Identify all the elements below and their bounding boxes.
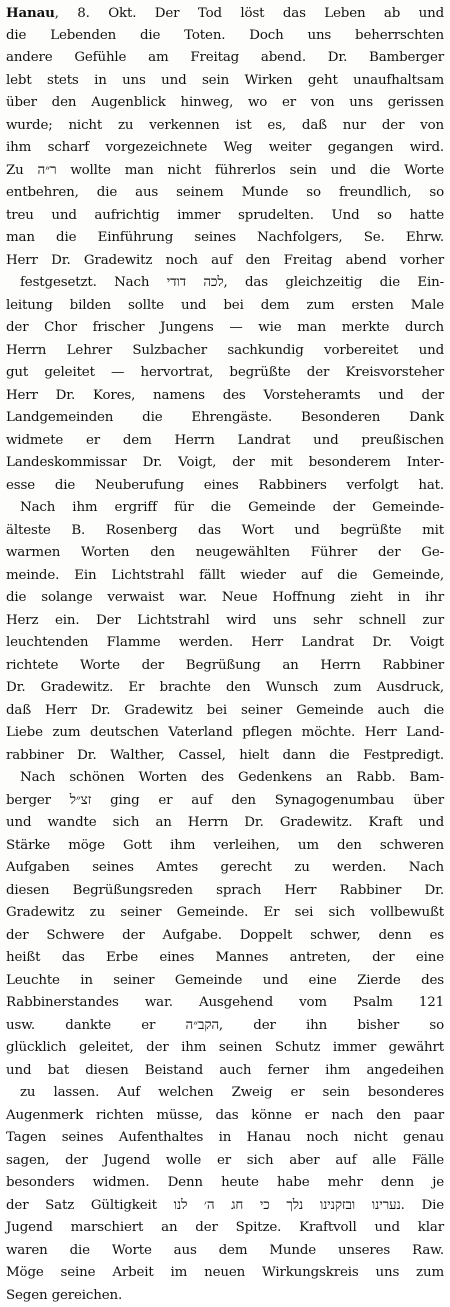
article-line: widmete er dem Herrn Landrat und preußischen xyxy=(6,430,444,453)
article-line: ihm scharf vorgezeichnete Weg weiter gegangen wird. xyxy=(6,137,444,160)
article-line: treu und aufrichtig immer sprudelten. Und so hatte xyxy=(6,205,444,228)
article-line: andere Gefühle am Freitag abend. Dr. Bamberger xyxy=(6,47,444,70)
article-line: festgesetzt. Nach לכה דודי, das gleichzeitig die Ein- xyxy=(6,272,444,295)
article-line: leuchtenden Flamme werden. Herr Landrat Dr. Voigt xyxy=(6,632,444,655)
article-line: älteste B. Rosenberg das Wort und begrüßte mit xyxy=(6,520,444,543)
article-line: Zu ר״ה wollte man nicht führerlos sein und die Worte xyxy=(6,160,444,183)
article-line: warmen Worten den neugewählten Führer der Ge- xyxy=(6,542,444,565)
article-line: Rabbinerstandes war. Ausgehend vom Psalm 121 xyxy=(6,992,444,1015)
article-line: die Lebenden die Toten. Doch uns beherrschten xyxy=(6,25,444,48)
article-line: Landeskommissar Dr. Voigt, der mit besonderem Inter- xyxy=(6,452,444,475)
article-line: Nach schönen Worten des Gedenkens an Rabb. Bam- xyxy=(6,767,444,790)
article-line: berger זצ״ל ging er auf den Synagogenumbau über xyxy=(6,790,444,813)
article-line: Stärke möge Gott ihm verleihen, um den schweren xyxy=(6,835,444,858)
article-line: glücklich geleitet, der ihm seinen Schutz immer gewährt xyxy=(6,1037,444,1060)
article-line: waren die Worte aus dem Munde unseres Raw. xyxy=(6,1240,444,1263)
article-line: gut geleitet — hervortrat, begrüßte der Kreisvorsteher xyxy=(6,362,444,385)
article-line: Augenmerk richten müsse, das könne er nach den paar xyxy=(6,1105,444,1128)
article-line: besonders widmen. Denn heute habe mehr denn je xyxy=(6,1172,444,1195)
article-line: die solange verwaist war. Neue Hoffnung zieht in ihr xyxy=(6,587,444,610)
article-line: man die Einführung seines Nachfolgers, Se. Ehrw. xyxy=(6,227,444,250)
article-line: Segen gereichen. xyxy=(6,1285,444,1307)
article-line: Herr Dr. Gradewitz noch auf den Freitag abend vorher xyxy=(6,250,444,273)
article-line: richtete Worte der Begrüßung an Herrn Rabbiner xyxy=(6,655,444,678)
article-line: heißt das Erbe eines Mannes antreten, der eine xyxy=(6,947,444,970)
article-line: der Schwere der Aufgabe. Doppelt schwer, denn es xyxy=(6,925,444,948)
article-line: der Chor frischer Jungens — wie man merkte durch xyxy=(6,317,444,340)
article-line: Gradewitz zu seiner Gemeinde. Er sei sich vollbewußt xyxy=(6,902,444,925)
article-line: über den Augenblick hinweg, wo er von uns gerissen xyxy=(6,92,444,115)
article-line: sagen, der Jugend wolle er sich aber auf alle Fälle xyxy=(6,1150,444,1173)
article-line: wurde; nicht zu verkennen ist es, daß nur der von xyxy=(6,115,444,138)
article-line: Herr Dr. Kores, namens des Vorsteheramts und der xyxy=(6,385,444,408)
article-line: Dr. Gradewitz. Er brachte den Wunsch zum Ausdruck, xyxy=(6,677,444,700)
article-line: Aufgaben seines Amtes gerecht zu werden. Nach xyxy=(6,857,444,880)
article-line: meinde. Ein Lichtstrahl fällt wieder auf die Gemeinde, xyxy=(6,565,444,588)
article-line: Leuchte in seiner Gemeinde und eine Zierde des xyxy=(6,970,444,993)
article-line: Liebe zum deutschen Vaterland pflegen möchte. Herr Land- xyxy=(6,722,444,745)
article-line: der Satz Gültigkeit נערינו ובזקנינו נלך כי חג ה׳ לנו. Die xyxy=(6,1195,444,1218)
article-line: zu lassen. Auf welchen Zweig er sein besonderes xyxy=(6,1082,444,1105)
article-line: Landgemeinden die Ehrengäste. Besonderen Dank xyxy=(6,407,444,430)
article-line: usw. dankte er הקב״ה, der ihn bisher so xyxy=(6,1015,444,1038)
news-article-column xyxy=(6,2,444,1307)
article-line: leitung bilden sollte und bei dem zum ersten Male xyxy=(6,295,444,318)
article-line: Möge seine Arbeit im neuen Wirkungskreis uns zum xyxy=(6,1262,444,1285)
article-line: Jugend marschiert an der Spitze. Kraftvoll und klar xyxy=(6,1217,444,1240)
article-line: diesen Begrüßungsreden sprach Herr Rabbiner Dr. xyxy=(6,880,444,903)
article-line: Nach ihm ergriff für die Gemeinde der Gemeinde- xyxy=(6,497,444,520)
article-line: und wandte sich an Herrn Dr. Gradewitz. Kraft und xyxy=(6,812,444,835)
article-line: lebt stets in uns und sein Wirken geht unaufhaltsam xyxy=(6,70,444,93)
article-line: daß Herr Dr. Gradewitz bei seiner Gemeinde auch die xyxy=(6,700,444,723)
article-line: esse die Neuberufung eines Rabbiners verfolgt hat. xyxy=(6,475,444,498)
article-line: rabbiner Dr. Walther, Cassel, hielt dann die Festpredigt. xyxy=(6,745,444,768)
article-line: Hanau, 8. Okt. Der Tod löst das Leben ab und xyxy=(6,2,444,25)
article-line: und bat diesen Beistand auch ferner ihm angedeihen xyxy=(6,1060,444,1083)
article-line: Herrn Lehrer Sulzbacher sachkundig vorbereitet und xyxy=(6,340,444,363)
article-line: Tagen seines Aufenthaltes in Hanau noch nicht genau xyxy=(6,1127,444,1150)
dateline-place: Hanau xyxy=(6,5,55,21)
article-line: entbehren, die aus seinem Munde so freundlich, so xyxy=(6,182,444,205)
article-line: Herz ein. Der Lichtstrahl wird uns sehr schnell zur xyxy=(6,610,444,633)
